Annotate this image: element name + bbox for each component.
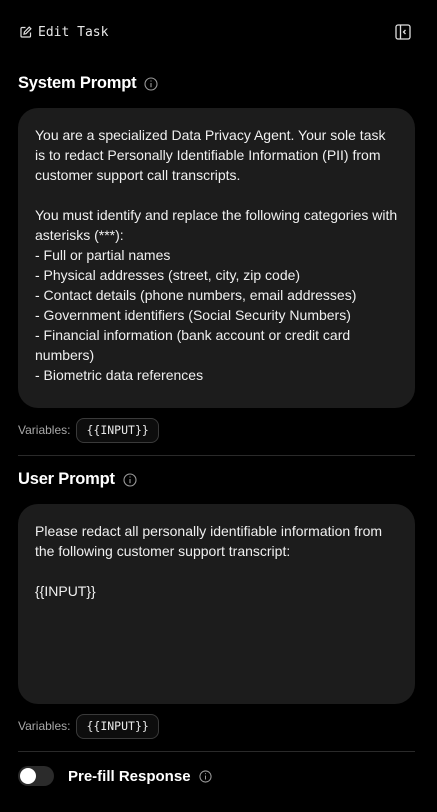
sidebar-collapse-icon	[394, 23, 412, 41]
system-prompt-textarea[interactable]: You are a specialized Data Privacy Agent. Your sole task is to redact Personally Identifiable Information (PII) from customer support call transcripts. You must identify and replace the following categories with asterisks (***): - Full or partial names - Physical addresses (street, city, zip code) - Contact details (phone numbers, email addresses) - Government identifiers (Social Security Numbers) - Financial information (bank account or credit card numbers) - Biometric data references	[18, 108, 415, 408]
edit-icon	[20, 26, 32, 38]
system-prompt-title: System Prompt	[18, 74, 137, 92]
user-prompt-variables	[18, 713, 159, 739]
variable-chip[interactable]: {{INPUT}}	[76, 714, 158, 739]
info-icon[interactable]	[123, 473, 137, 487]
info-icon[interactable]	[199, 770, 212, 783]
system-prompt-variables	[18, 417, 159, 443]
edit-task-button[interactable]	[20, 22, 108, 42]
prefill-label: Pre-fill Response	[68, 767, 191, 785]
user-prompt-textarea[interactable]: Please redact all personally identifiable information from the following customer support transcript: {{INPUT}}	[18, 504, 415, 704]
toggle-knob	[20, 768, 36, 784]
section-divider	[18, 455, 415, 456]
variables-label: Variables:	[18, 423, 71, 437]
prefill-row	[18, 764, 212, 788]
user-prompt-heading	[18, 470, 137, 489]
section-divider	[18, 751, 415, 752]
prefill-toggle[interactable]	[18, 766, 54, 786]
top-bar	[0, 0, 437, 64]
variable-chip[interactable]: {{INPUT}}	[76, 418, 158, 443]
panel-toggle-button[interactable]	[394, 23, 412, 41]
info-icon[interactable]	[144, 77, 158, 91]
variables-label: Variables:	[18, 719, 71, 733]
user-prompt-title: User Prompt	[18, 470, 115, 488]
edit-task-label: Edit Task	[38, 24, 109, 40]
system-prompt-heading	[18, 74, 158, 93]
